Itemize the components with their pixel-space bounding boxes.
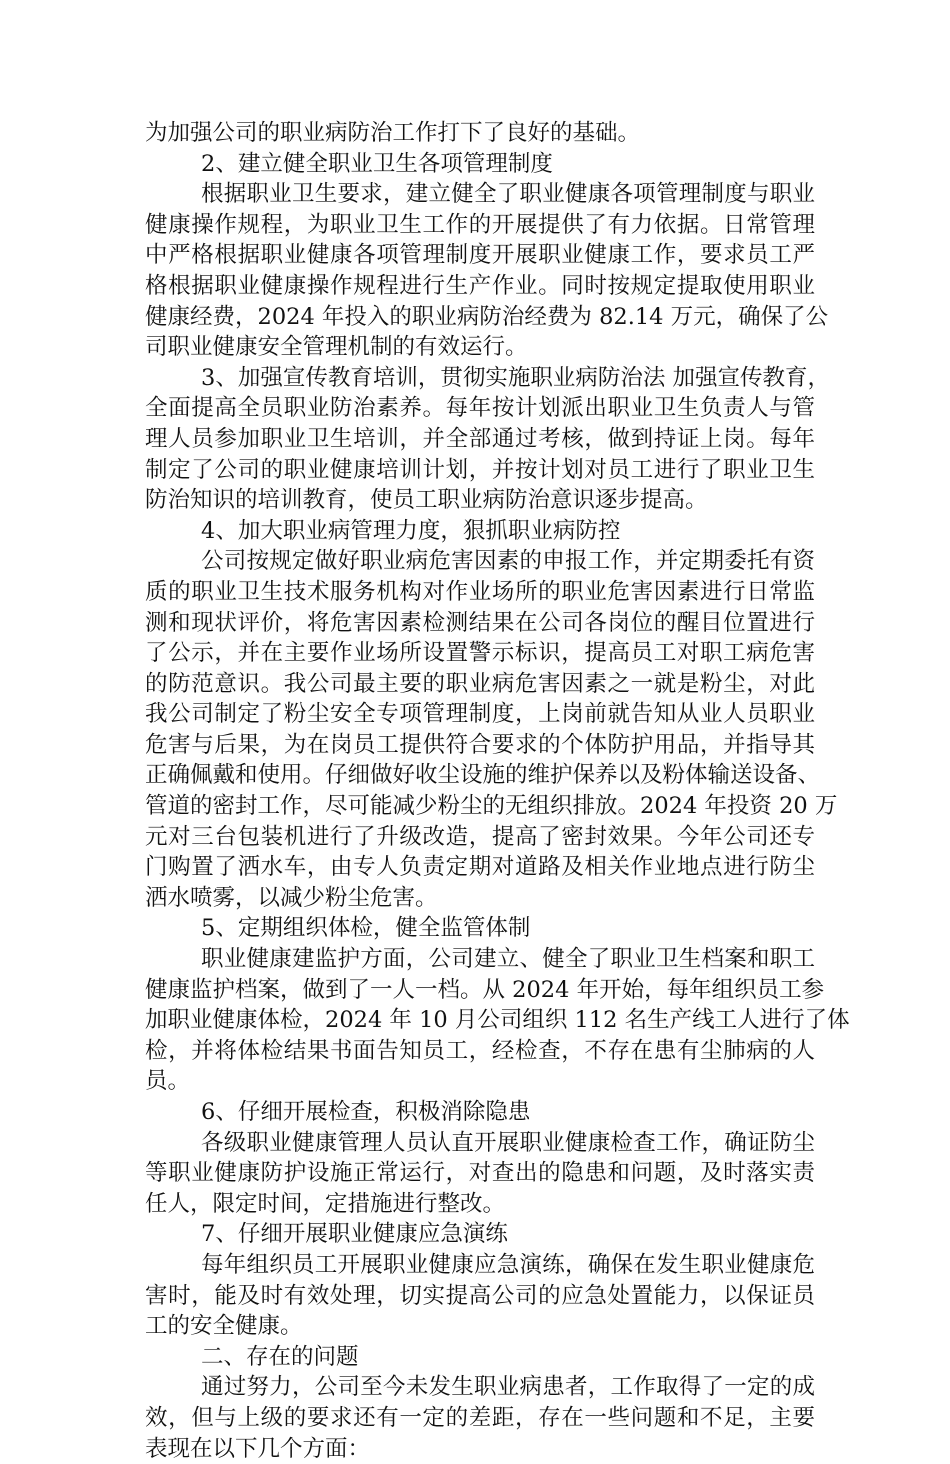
text-line: 我公司制定了粉尘安全专项管理制度，上岗前就告知从业人员职业 [145,701,815,728]
text-line: 员。 [145,1068,191,1095]
text-line: 工的安全健康。 [145,1313,303,1340]
text-line: 4、加大职业病管理力度，狠抓职业病防控 [201,517,621,544]
text-line: 了公示，并在主要作业场所设置警示标识，提高员工对职工病危害 [145,640,815,667]
text-line: 表现在以下几个方面： [145,1435,371,1462]
text-line: 元对三台包装机进行了升级改造，提高了密封效果。今年公司还专 [145,823,815,850]
text-line: 门购置了洒水车，由专人负责定期对道路及相关作业地点进行防尘 [145,854,815,881]
text-line: 全面提高全员职业防治素养。每年按计划派出职业卫生负责人与管 [145,395,815,422]
text-line: 健康操作规程，为职业卫生工作的开展提供了有力依据。日常管理 [145,211,815,238]
text-line: 3、加强宣传教育培训，贯彻实施职业病防治法 加强宣传教育， [201,364,830,391]
text-line: 检，并将体检结果书面告知员工，经检查，不存在患有尘肺病的人 [145,1037,815,1064]
text-line: 2、建立健全职业卫生各项管理制度 [201,150,553,177]
text-line: 危害与后果，为在岗员工提供符合要求的个体防护用品，并指导其 [145,731,815,758]
text-line: 加职业健康体检，2024 年 10 月公司组织 112 名生产线工人进行了体 [145,1007,850,1034]
text-line: 测和现状评价，将危害因素检测结果在公司各岗位的醒目位置进行 [145,609,815,636]
text-line: 格根据职业健康操作规程进行生产作业。同时按规定提取使用职业 [145,272,815,299]
text-line: 管道的密封工作，尽可能减少粉尘的无组织排放。2024 年投资 20 万 [145,793,838,820]
text-line: 每年组织员工开展职业健康应急演练，确保在发生职业健康危 [201,1251,815,1278]
text-line: 任人，限定时间，定措施进行整改。 [145,1190,506,1217]
document-body [145,118,850,1464]
text-line: 二、存在的问题 [201,1343,359,1370]
text-line: 根据职业卫生要求，建立健全了职业健康各项管理制度与职业 [201,181,815,208]
text-line: 为加强公司的职业病防治工作打下了良好的基础。 [145,120,641,146]
text-line: 效，但与上级的要求还有一定的差距，存在一些问题和不足，主要 [145,1404,815,1431]
text-line: 害时，能及时有效处理，切实提高公司的应急处置能力，以保证员 [145,1282,815,1309]
text-line: 7、仔细开展职业健康应急演练 [201,1221,508,1248]
text-line: 各级职业健康管理人员认直开展职业健康检查工作，确证防尘 [201,1129,815,1156]
text-line: 质的职业卫生技术服务机构对作业场所的职业危害因素进行日常监 [145,578,815,605]
text-line: 洒水喷雾，以减少粉尘危害。 [145,884,438,911]
text-line: 理人员参加职业卫生培训，并全部通过考核，做到持证上岗。每年 [145,425,815,452]
text-line: 中严格根据职业健康各项管理制度开展职业健康工作，要求员工严 [145,242,815,269]
text-line: 司职业健康安全管理机制的有效运行。 [145,334,528,361]
text-line: 公司按规定做好职业病危害因素的申报工作，并定期委托有资 [201,548,815,575]
text-line: 通过努力，公司至今未发生职业病患者，工作取得了一定的成 [201,1374,815,1401]
text-line: 职业健康建监护方面，公司建立、健全了职业卫生档案和职工 [201,946,815,973]
text-line: 5、定期组织体检，健全监管体制 [201,915,531,942]
text-line: 防治知识的培训教育，使员工职业病防治意识逐步提高。 [145,487,708,514]
text-line: 正确佩戴和使用。仔细做好收尘设施的维护保养以及粉体输送设备、 [145,762,821,789]
text-line: 6、仔细开展检查，积极消除隐患 [201,1099,531,1125]
text-line: 制定了公司的职业健康培训计划，并按计划对员工进行了职业卫生 [145,456,815,483]
text-line: 健康经费，2024 年投入的职业病防治经费为 82.14 万元，确保了公 [145,303,829,330]
text-line: 健康监护档案，做到了一人一档。从 2024 年开始，每年组织员工参 [145,976,825,1003]
text-line: 的防范意识。我公司最主要的职业病危害因素之一就是粉尘，对此 [145,670,815,697]
text-line: 等职业健康防护设施正常运行，对查出的隐患和问题，及时落实责 [145,1160,815,1187]
